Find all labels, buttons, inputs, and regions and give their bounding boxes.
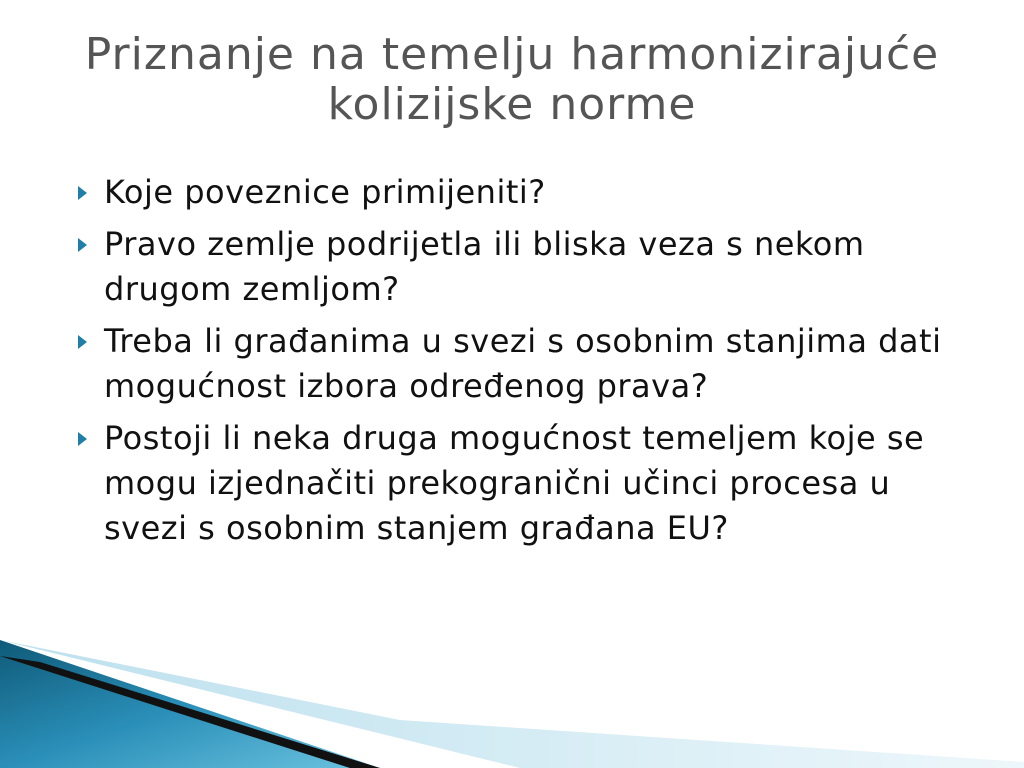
bullet-text: Pravo zemlje podrijetla ili bliska veza s nekom drugom zemljom? [104, 225, 865, 308]
bullet-text: Postoji li neka druga mogućnost temeljem koje se mogu izjednačiti prekogranični učinci procesa u svezi s osobnim stanjem građana EU? [104, 419, 925, 547]
decorative-wave-graphic [0, 640, 1024, 768]
bullet-text: Treba li građanima u svezi s osobnim stanjima dati mogućnost izbora određenog prava? [104, 322, 942, 405]
triangle-right-icon [78, 432, 87, 446]
bullet-item [72, 222, 972, 312]
bullet-text: Koje poveznice primijeniti? [104, 173, 546, 211]
bullet-item [72, 170, 972, 215]
bullet-list [72, 170, 972, 558]
triangle-right-icon [78, 186, 87, 200]
slide-title: Priznanje na temelju harmonizirajuće kolizijske norme [84, 29, 940, 130]
bullet-item [72, 319, 972, 409]
bullet-item [72, 416, 972, 551]
triangle-right-icon [78, 238, 87, 252]
decor-blue-band [0, 640, 380, 768]
triangle-right-icon [78, 335, 87, 349]
